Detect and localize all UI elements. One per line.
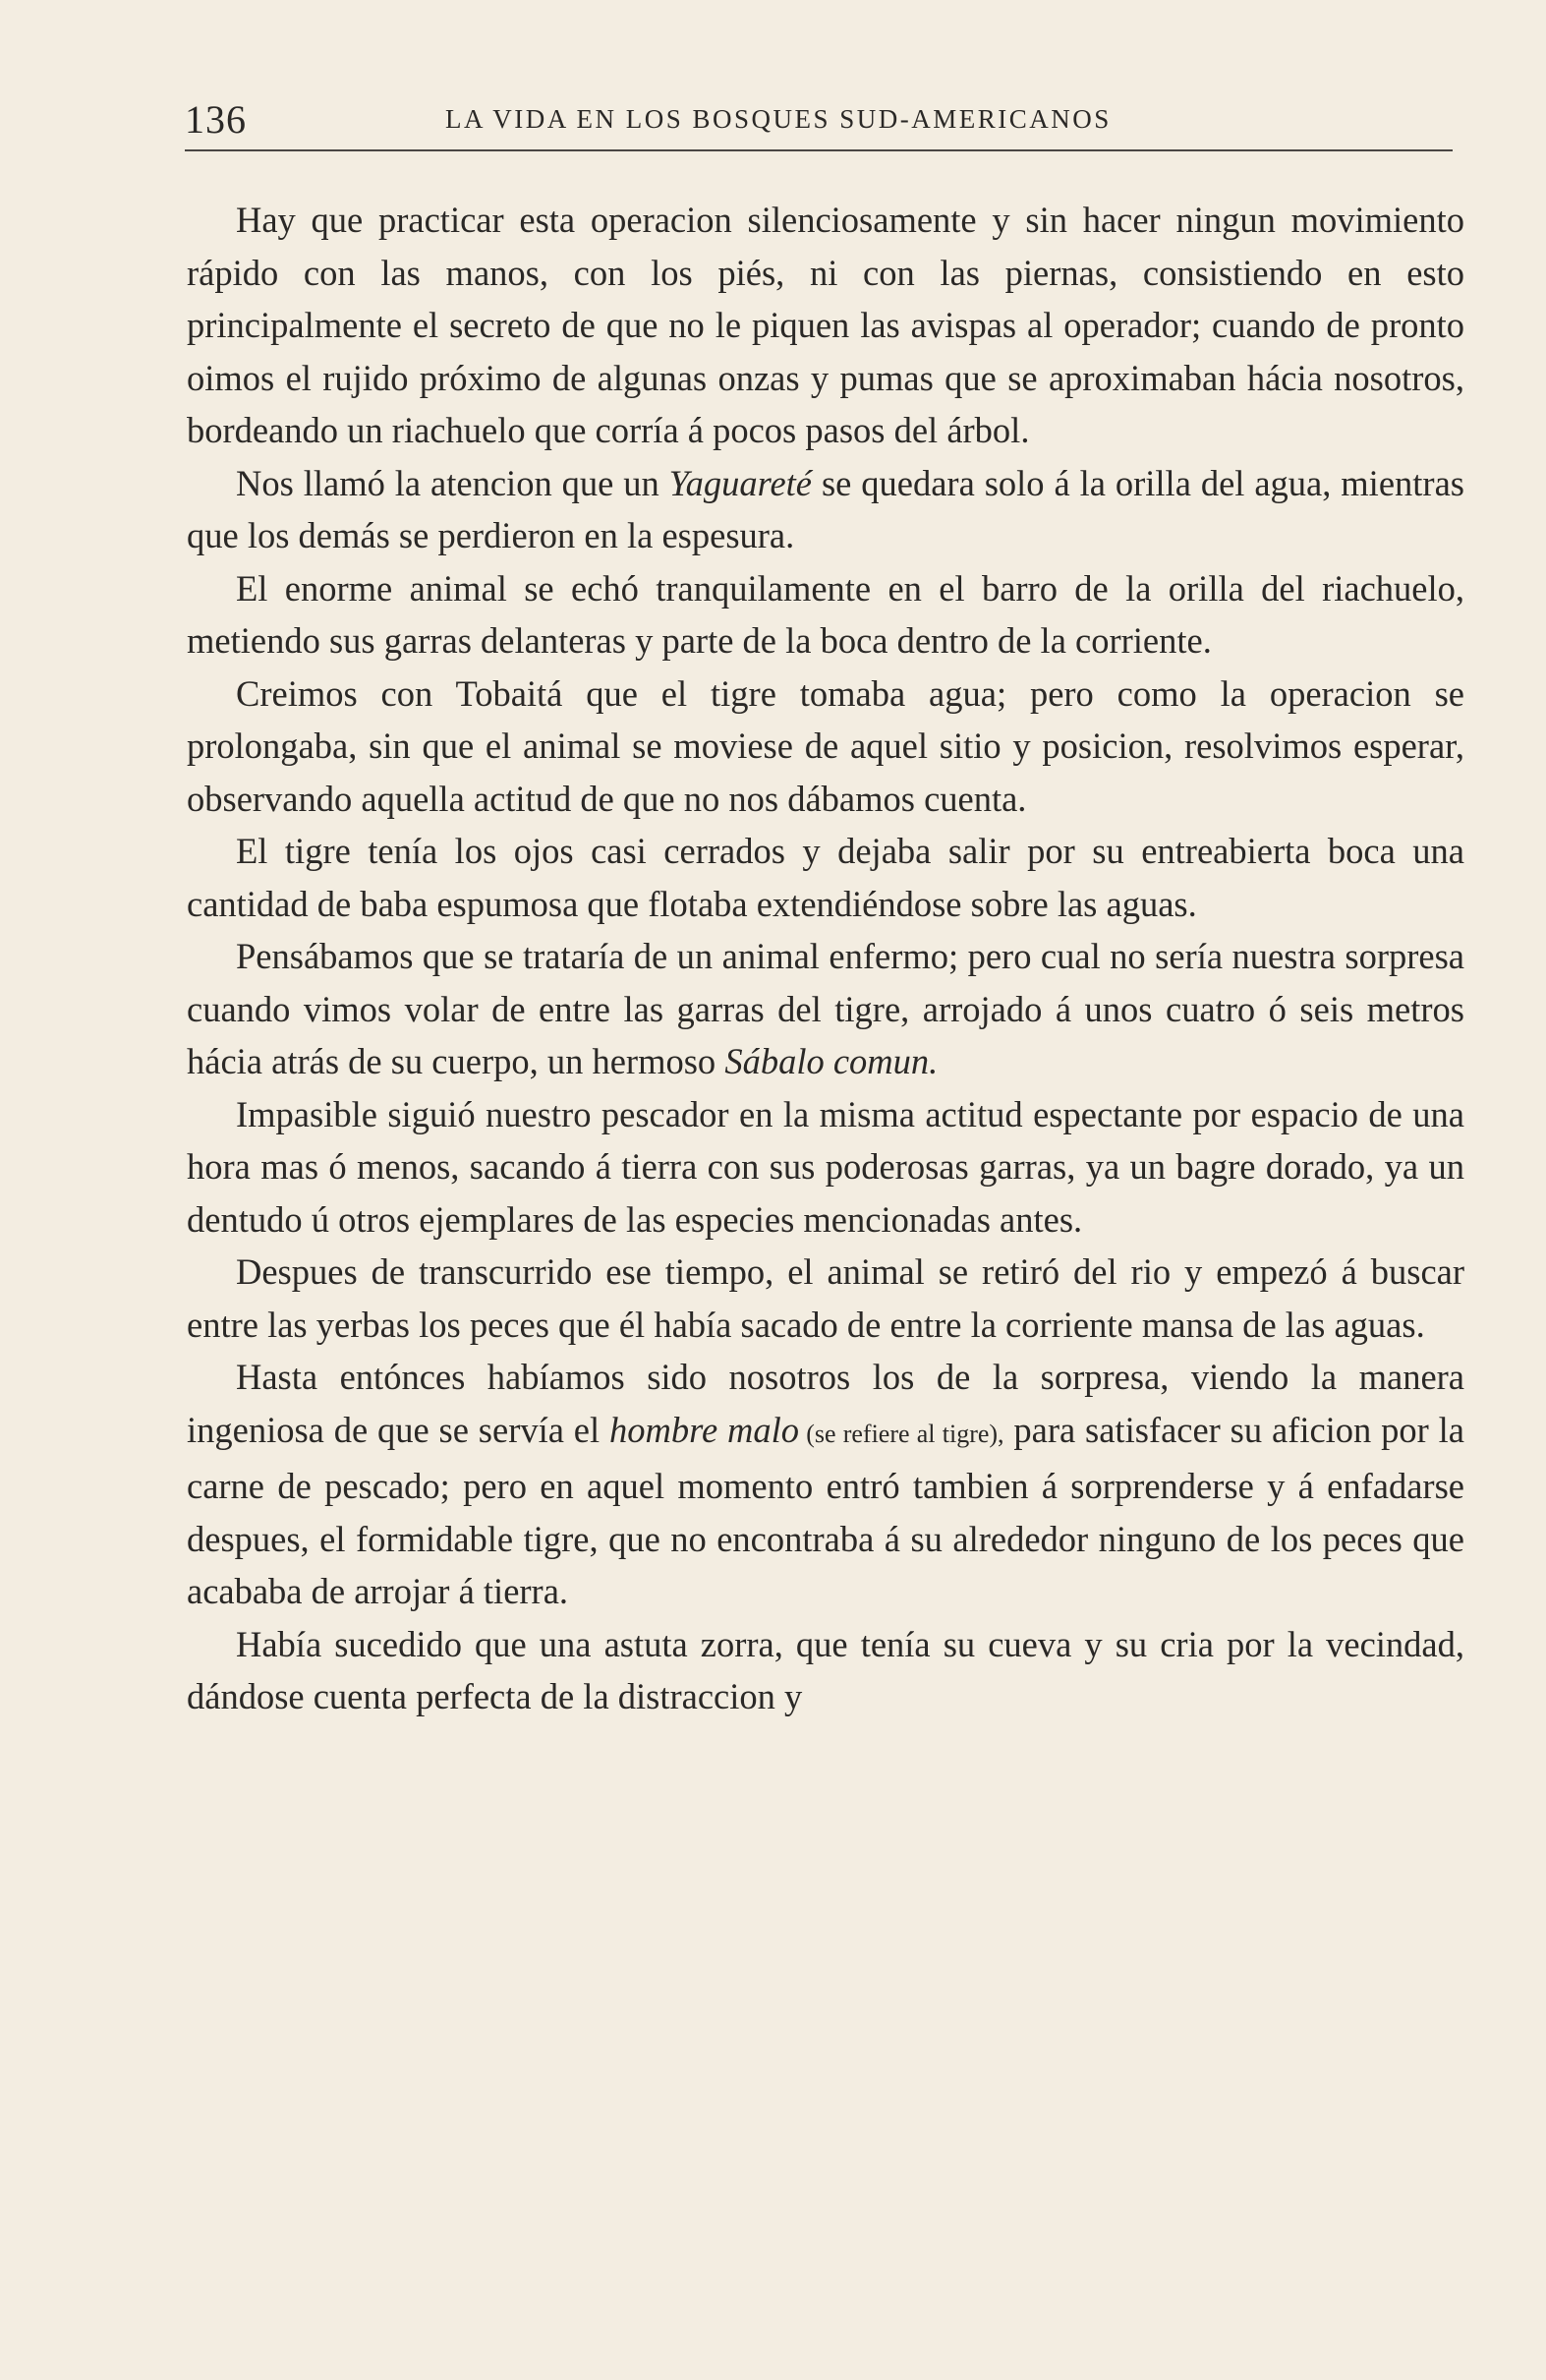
italic-term-sabalo: Sábalo comun. [724,1041,939,1081]
paragraph-6-text: Pensábamos que se trataría de un animal enfermo; pero cual no sería nuestra sorpresa cuando vimos volar de entre las garras del tigre, arrojado á unos cuatro ó seis metros hácia atrás de su cuerpo, un hermoso [187,936,1464,1081]
page-number: 136 [185,97,247,142]
paragraph-10: Había sucedido que una astuta zorra, que tenía su cueva y su cria por la vecindad, dándose cuenta perfecta de la distraccion y [187,1623,1464,1716]
body-text [187,194,1464,1723]
paragraph-8: Despues de transcurrido ese tiempo, el animal se retiró del rio y empezó á buscar entre las yerbas los peces que él había sacado de entre la corriente mansa de las aguas. [187,1251,1464,1345]
paragraph-3: El enorme animal se echó tranquilamente en el barro de la orilla del riachuelo, metiendo sus garras delanteras y parte de la boca dentro de la corriente. [187,567,1464,661]
paragraph-9-text-b: para satisfacer su aficion por la carne de pescado; pero en aquel momento entró tambien á sorprenderse y á enfadarse despues, el formidable tigre, que no encontraba á su alrededor ninguno de los peces que acababa de arrojar á tierra. [187,1409,1464,1611]
italic-term-yaguarete: Yaguareté [668,462,813,503]
parenthetical-note: (se refiere al tigre), [798,1419,1004,1448]
paragraph-2-text-b: se quedara solo á la orilla del agua, mientras que los demás se perdieron en la espesura. [187,462,1464,555]
paragraph-4: Creimos con Tobaitá que el tigre tomaba agua; pero como la operacion se prolongaba, sin que el animal se moviese de aquel sitio y posicion, resolvimos esperar, observando aquella actitud de que no nos dábamos cuenta. [187,672,1464,819]
italic-term-hombre-malo: hombre malo [608,1409,799,1450]
running-title: LA VIDA EN LOS BOSQUES SUD-AMERICANOS [445,104,1112,134]
paragraph-9-text-a: Hasta entónces habíamos sido nosotros los de la sorpresa, viendo la manera ingeniosa de que se servía el [187,1357,1464,1450]
paragraph-5: El tigre tenía los ojos casi cerrados y dejaba salir por su entreabierta boca una cantidad de baba espumosa que flotaba extendiéndose sobre las aguas. [187,831,1464,924]
paragraph-7: Impasible siguió nuestro pescador en la misma actitud espectante por espacio de una hora mas ó menos, sacando á tierra con sus poderosas garras, ya un bagre dorado, ya un dentudo ú otros ejemplares de las especies mencionadas antes. [187,1093,1464,1240]
paragraph-2-text-a: Nos llamó la atencion que un [236,462,669,503]
paragraph-2 [187,457,1464,562]
paragraph-9 [187,1351,1464,1618]
page-header [185,90,1453,151]
paragraph-6 [187,930,1464,1088]
paragraph-1: Hay que practicar esta operacion silenciosamente y sin hacer ningun movimiento rápido con las manos, con los piés, ni con las piernas, consistiendo en esto principalmente el secreto de que no le piquen las avispas al operador; cuando de pronto oimos el rujido próximo de algunas onzas y pumas que se aproximaban hácia nosotros, bordeando un riachuelo que corría á pocos pasos del árbol. [187,200,1464,450]
